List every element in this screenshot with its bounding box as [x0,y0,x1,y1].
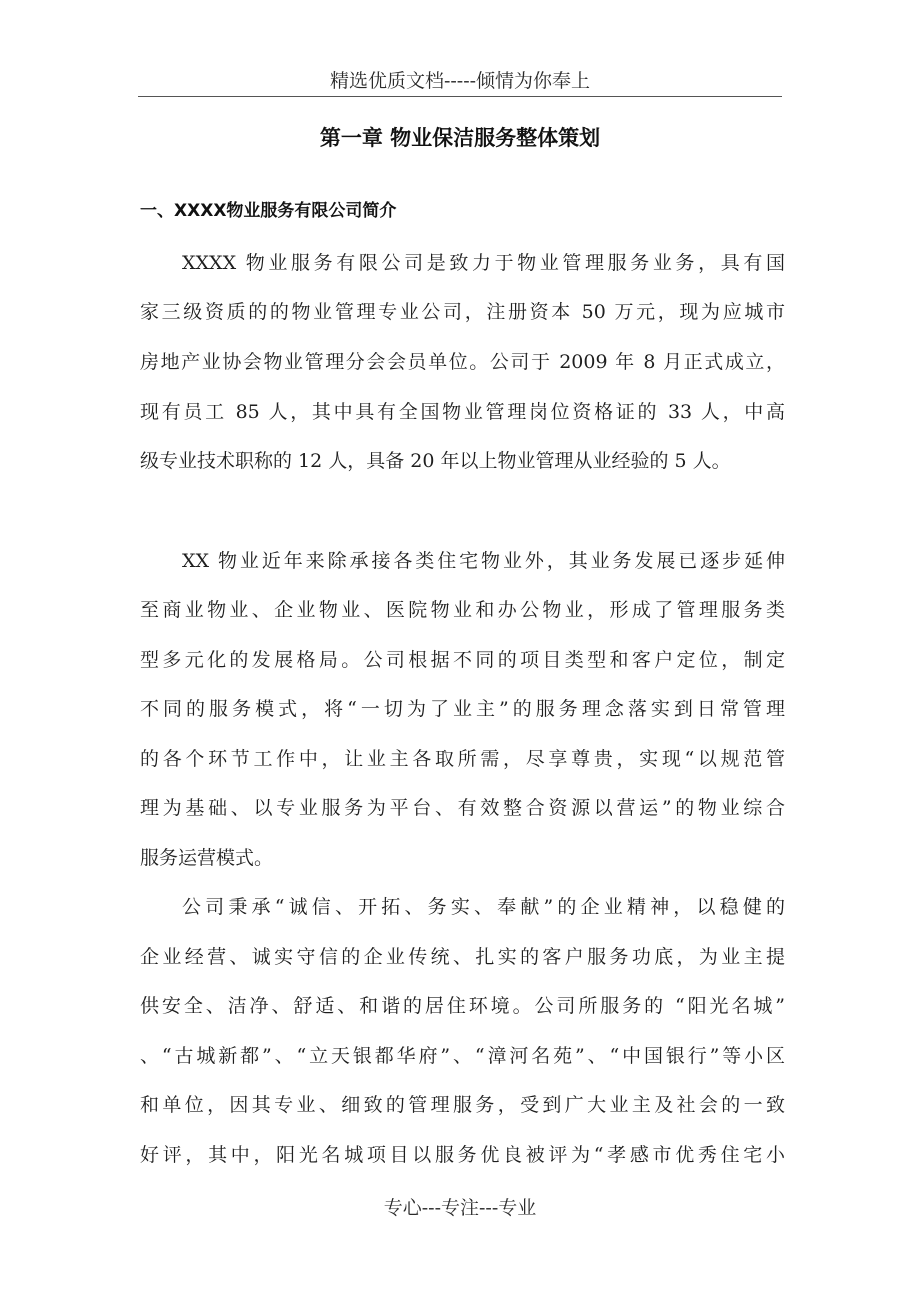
text-line: 级专业技术职称的 12 人，具备 20 年以上物业管理从业经验的 5 人。 [140,450,731,472]
text-line: 企业经营、诚实守信的企业传统、扎实的客户服务功底，为业主提 [140,946,785,968]
text-line: 服务运营模式。 [140,847,274,869]
page-footer: 专心---专注---专业 [383,1197,537,1219]
text-line: 现有员工 85 人，其中具有全国物业管理岗位资格证的 33 人，中高 [140,401,785,423]
text-line: 公司秉承“诚信、开拓、务实、奉献”的企业精神，以稳健的 [182,896,785,918]
text-line: XXXX 物业服务有限公司是致力于物业管理服务业务，具有国 [182,252,785,274]
text-line: 至商业物业、企业物业、医院物业和办公物业，形成了管理服务类 [140,599,785,621]
text-line: XX 物业近年来除承接各类住宅物业外，其业务发展已逐步延伸 [182,550,785,572]
section-heading: 一、XXXX物业服务有限公司简介 [140,201,397,221]
text-line: 供安全、洁净、舒适、和谐的居住环境。公司所服务的 “阳光名城” [140,995,785,1017]
text-line: 理为基础、以专业服务为平台、有效整合资源以营运”的物业综合 [140,797,785,819]
text-line: 房地产业协会物业管理分会会员单位。公司于 2009 年 8 月正式成立， [140,351,785,373]
text-line: 不同的服务模式，将“一切为了业主”的服务理念落实到日常管理 [140,698,785,720]
text-line: 、“古城新都”、“立天银都华府”、“漳河名苑”、“中国银行”等小区 [140,1045,785,1067]
text-line: 和单位，因其专业、细致的管理服务，受到广大业主及社会的一致 [140,1094,785,1116]
header-divider [138,96,782,97]
text-line: 好评，其中，阳光名城项目以服务优良被评为“孝感市优秀住宅小 [140,1144,785,1166]
text-line: 的各个环节工作中，让业主各取所需，尽享尊贵，实现“以规范管 [140,748,785,770]
text-line: 家三级资质的的物业管理专业公司，注册资本 50 万元，现为应城市 [140,301,785,323]
chapter-title: 第一章 物业保洁服务整体策划 [319,126,601,150]
page-header: 精选优质文档-----倾情为你奉上 [329,70,591,92]
text-line: 型多元化的发展格局。公司根据不同的项目类型和客户定位，制定 [140,649,785,671]
